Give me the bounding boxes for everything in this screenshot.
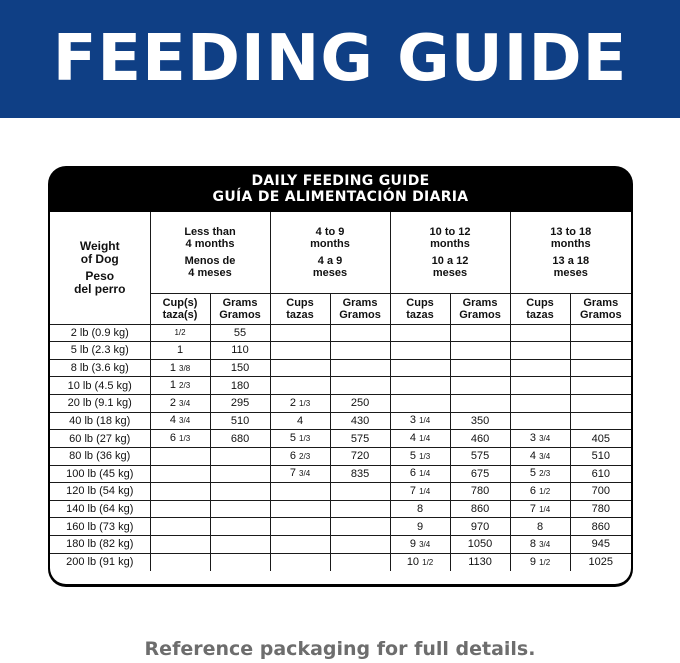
weight-cell: 180 lb (82 kg) <box>50 536 150 554</box>
grams-cell <box>330 518 390 536</box>
grams-cell: 295 <box>210 395 270 413</box>
grams-cell: 575 <box>330 430 390 448</box>
grams-cell <box>570 359 631 377</box>
feeding-guide-card <box>48 166 633 587</box>
grams-cell <box>210 465 270 483</box>
cups-cell <box>510 324 570 342</box>
page-title: FEEDING GUIDE <box>52 22 628 96</box>
grams-cell <box>330 342 390 360</box>
table-row <box>50 500 631 518</box>
weight-cell: 8 lb (3.6 kg) <box>50 359 150 377</box>
age-group-header: 10 to 12 months 10 a 12 meses <box>390 212 510 293</box>
table-row <box>50 359 631 377</box>
grams-cell: 1130 <box>450 553 510 571</box>
grams-cell: 460 <box>450 430 510 448</box>
grams-cell: 700 <box>570 483 631 501</box>
grams-cell <box>210 536 270 554</box>
cups-cell <box>390 324 450 342</box>
cups-header: Cups tazas <box>270 293 330 324</box>
cups-cell: 4 3/4 <box>510 447 570 465</box>
grams-cell: 510 <box>210 412 270 430</box>
cups-cell: 3 3/4 <box>510 430 570 448</box>
table-row <box>50 395 631 413</box>
grams-cell <box>210 518 270 536</box>
cups-cell <box>270 536 330 554</box>
cups-cell: 7 1/4 <box>510 500 570 518</box>
grams-cell <box>330 324 390 342</box>
table-row <box>50 483 631 501</box>
grams-cell: 835 <box>330 465 390 483</box>
footer-note: Reference packaging for full details. <box>144 638 536 660</box>
grams-cell: 860 <box>450 500 510 518</box>
feeding-table <box>50 212 631 571</box>
grams-cell <box>330 377 390 395</box>
cups-cell <box>270 500 330 518</box>
table-row <box>50 430 631 448</box>
grams-cell: 610 <box>570 465 631 483</box>
grams-cell: 350 <box>450 412 510 430</box>
grams-cell: 1025 <box>570 553 631 571</box>
cups-cell: 8 3/4 <box>510 536 570 554</box>
guide-title-english: DAILY FEEDING GUIDE <box>251 173 430 189</box>
cups-cell <box>150 536 210 554</box>
grams-cell <box>210 447 270 465</box>
cups-cell <box>390 359 450 377</box>
cups-cell <box>150 483 210 501</box>
grams-cell <box>330 553 390 571</box>
grams-cell: 780 <box>570 500 631 518</box>
table-row <box>50 377 631 395</box>
cups-cell <box>270 342 330 360</box>
cups-cell <box>510 377 570 395</box>
cups-cell: 2 1/3 <box>270 395 330 413</box>
grams-cell: 405 <box>570 430 631 448</box>
grams-cell: 510 <box>570 447 631 465</box>
grams-header: Grams Gramos <box>210 293 270 324</box>
grams-cell: 945 <box>570 536 631 554</box>
grams-cell <box>330 500 390 518</box>
cups-cell: 7 1/4 <box>390 483 450 501</box>
grams-cell <box>450 395 510 413</box>
grams-cell: 860 <box>570 518 631 536</box>
cups-cell <box>150 553 210 571</box>
cups-cell <box>390 395 450 413</box>
grams-cell <box>570 395 631 413</box>
weight-cell: 10 lb (4.5 kg) <box>50 377 150 395</box>
weight-cell: 100 lb (45 kg) <box>50 465 150 483</box>
age-group-header: Less than 4 months Menos de 4 meses <box>150 212 270 293</box>
cups-cell <box>510 395 570 413</box>
cups-cell: 10 1/2 <box>390 553 450 571</box>
grams-header: Grams Gramos <box>570 293 631 324</box>
age-group-header: 13 to 18 months 13 a 18 meses <box>510 212 631 293</box>
grams-cell: 780 <box>450 483 510 501</box>
grams-cell: 970 <box>450 518 510 536</box>
cups-cell: 6 1/4 <box>390 465 450 483</box>
cups-header: Cup(s) taza(s) <box>150 293 210 324</box>
grams-cell <box>450 324 510 342</box>
cups-cell: 6 1/2 <box>510 483 570 501</box>
weight-cell: 200 lb (91 kg) <box>50 553 150 571</box>
grams-cell <box>210 483 270 501</box>
cups-cell <box>270 324 330 342</box>
guide-title <box>48 166 633 212</box>
table-row <box>50 412 631 430</box>
grams-cell: 675 <box>450 465 510 483</box>
grams-cell: 680 <box>210 430 270 448</box>
grams-cell <box>450 342 510 360</box>
grams-cell <box>570 324 631 342</box>
cups-cell <box>150 500 210 518</box>
cups-cell <box>150 465 210 483</box>
header-banner <box>0 0 680 118</box>
table-row <box>50 324 631 342</box>
weight-cell: 120 lb (54 kg) <box>50 483 150 501</box>
grams-cell <box>450 359 510 377</box>
cups-cell: 2 3/4 <box>150 395 210 413</box>
cups-cell: 4 1/4 <box>390 430 450 448</box>
guide-title-spanish: GUÍA DE ALIMENTACIÓN DIARIA <box>212 189 469 205</box>
cups-cell <box>270 553 330 571</box>
feeding-table-area <box>50 212 631 584</box>
grams-cell <box>570 377 631 395</box>
cups-cell: 7 3/4 <box>270 465 330 483</box>
grams-cell <box>570 342 631 360</box>
cups-cell: 1 <box>150 342 210 360</box>
cups-cell: 4 <box>270 412 330 430</box>
weight-cell: 80 lb (36 kg) <box>50 447 150 465</box>
grams-cell: 720 <box>330 447 390 465</box>
grams-cell <box>450 377 510 395</box>
grams-cell: 150 <box>210 359 270 377</box>
weight-cell: 40 lb (18 kg) <box>50 412 150 430</box>
cups-cell: 1/2 <box>150 324 210 342</box>
grams-cell <box>210 553 270 571</box>
cups-cell <box>390 342 450 360</box>
cups-cell: 9 <box>390 518 450 536</box>
cups-cell: 4 3/4 <box>150 412 210 430</box>
table-row <box>50 342 631 360</box>
grams-cell: 180 <box>210 377 270 395</box>
weight-cell: 5 lb (2.3 kg) <box>50 342 150 360</box>
grams-header: Grams Gramos <box>330 293 390 324</box>
weight-cell: 60 lb (27 kg) <box>50 430 150 448</box>
age-group-header: 4 to 9 months 4 a 9 meses <box>270 212 390 293</box>
grams-cell <box>330 536 390 554</box>
cups-cell: 1 3/8 <box>150 359 210 377</box>
weight-cell: 2 lb (0.9 kg) <box>50 324 150 342</box>
cups-cell: 5 1/3 <box>390 447 450 465</box>
cups-cell <box>390 377 450 395</box>
table-row <box>50 447 631 465</box>
grams-cell <box>210 500 270 518</box>
cups-cell <box>510 342 570 360</box>
cups-cell: 9 1/2 <box>510 553 570 571</box>
weight-cell: 140 lb (64 kg) <box>50 500 150 518</box>
cups-cell: 6 1/3 <box>150 430 210 448</box>
cups-cell <box>150 447 210 465</box>
cups-cell <box>270 483 330 501</box>
cups-cell: 8 <box>390 500 450 518</box>
cups-cell <box>270 359 330 377</box>
cups-cell: 9 3/4 <box>390 536 450 554</box>
cups-cell <box>270 377 330 395</box>
cups-cell: 5 1/3 <box>270 430 330 448</box>
cups-cell: 8 <box>510 518 570 536</box>
grams-cell <box>330 359 390 377</box>
grams-cell <box>570 412 631 430</box>
weight-cell: 160 lb (73 kg) <box>50 518 150 536</box>
cups-cell <box>510 412 570 430</box>
grams-cell: 55 <box>210 324 270 342</box>
table-row <box>50 465 631 483</box>
cups-header: Cups tazas <box>510 293 570 324</box>
weight-column-header: Weight of Dog Peso del perro <box>50 212 150 324</box>
weight-cell: 20 lb (9.1 kg) <box>50 395 150 413</box>
grams-cell: 1050 <box>450 536 510 554</box>
table-row <box>50 553 631 571</box>
feeding-table-body <box>50 324 631 571</box>
cups-header: Cups tazas <box>390 293 450 324</box>
cups-cell: 5 2/3 <box>510 465 570 483</box>
cups-cell: 6 2/3 <box>270 447 330 465</box>
cups-cell <box>270 518 330 536</box>
grams-cell: 430 <box>330 412 390 430</box>
cups-cell: 3 1/4 <box>390 412 450 430</box>
grams-cell: 575 <box>450 447 510 465</box>
cups-cell <box>510 359 570 377</box>
table-row <box>50 536 631 554</box>
cups-cell <box>150 518 210 536</box>
grams-cell: 250 <box>330 395 390 413</box>
grams-cell <box>330 483 390 501</box>
grams-cell: 110 <box>210 342 270 360</box>
table-row <box>50 518 631 536</box>
grams-header: Grams Gramos <box>450 293 510 324</box>
cups-cell: 1 2/3 <box>150 377 210 395</box>
